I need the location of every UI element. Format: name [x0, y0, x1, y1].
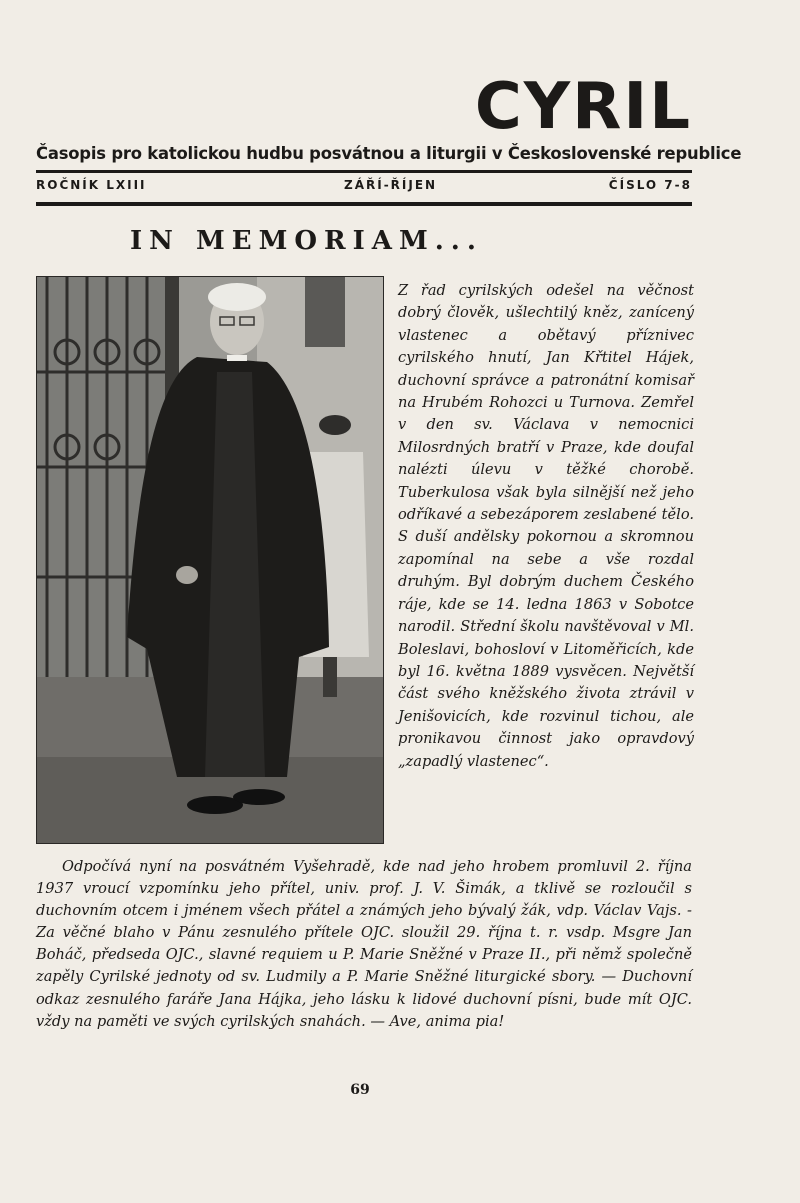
article-column-text: Z řad cyrilských odešel na věčnost dobrý člověk, ušlechtilý kněz, zanícený vlastenec a obětavý příznivec cyrilského hnutí, Jan Křtitel Hájek, duchovní správce a patronátní komisař na Hrubém Rohozci u Turnova. Zemřel v den sv. Václava v nemocnici Milosrdných bratří v Praze, kde doufal nalézti úlevu v těžké chorobě. Tuberkulosa však byla silnější než jeho odříkavé a sebezáporem zeslabené tělo. S duší andělsky pokornou a skromnou zapomínal na sebe a vše rozdal druhým. Byl dobrým duchem Českého ráje, kde se 14. ledna 1863 v Sobotce narodil. Střední školu navštěvoval v Ml. Boleslavi, bohosloví v Litoměřicích, kde byl 16. května 1889 vysvěcen. Největší část svého kněžského života ztrávil v Jenišovicích, kde rozvinul tichou, ale pronikavou činnost jako opravdový „zapadlý vlastenec“.	[398, 282, 694, 770]
bottom-rule	[36, 202, 692, 206]
page-number: 69	[350, 1082, 370, 1098]
portrait-photo	[36, 276, 384, 844]
issue-months: ZÁŘÍ-ŘÍJEN	[344, 178, 438, 192]
issue-number: ČÍSLO 7-8	[608, 178, 692, 192]
top-rule	[36, 170, 692, 173]
article-heading: IN MEMORIAM...	[130, 226, 483, 256]
issue-info-row	[36, 178, 692, 196]
article-full-width-text: Odpočívá nyní na posvátném Vyšehradě, kde nad jeho hrobem promluvil 2. října 1937 vroucí vzpomínku jeho přítel, univ. prof. J. V. Šimák, a tklivě se rozloučil s duchovním otcem i jménem všech přátel a známých jeho bývalý žák, vdp. Václav Vajs. - Za věčné blaho v Pánu zesnulého přítele OJC. sloužil 29. října t. r. vsdp. Msgre Jan Boháč, předseda OJC., slavné requiem u P. Marie Sněžné v Praze II., při němž společně zapěly Cyrilské jednoty od sv. Ludmily a P. Marie Sněžné liturgické sbory. — Duchovní odkaz zesnulého faráře Jana Hájka, jeho lásku k lidové duchovní písni, bude mít OJC. vždy na paměti ve svých cyrilských snahách. — Ave, anima pia!	[36, 858, 692, 1030]
portrait-photo-graphic	[37, 277, 383, 843]
issue-year: ROČNÍK LXIII	[36, 178, 147, 192]
magazine-subtitle: Časopis pro katolickou hudbu posvátnou a liturgii v Československé republice	[36, 144, 742, 163]
magazine-title: CYRIL	[474, 70, 692, 144]
